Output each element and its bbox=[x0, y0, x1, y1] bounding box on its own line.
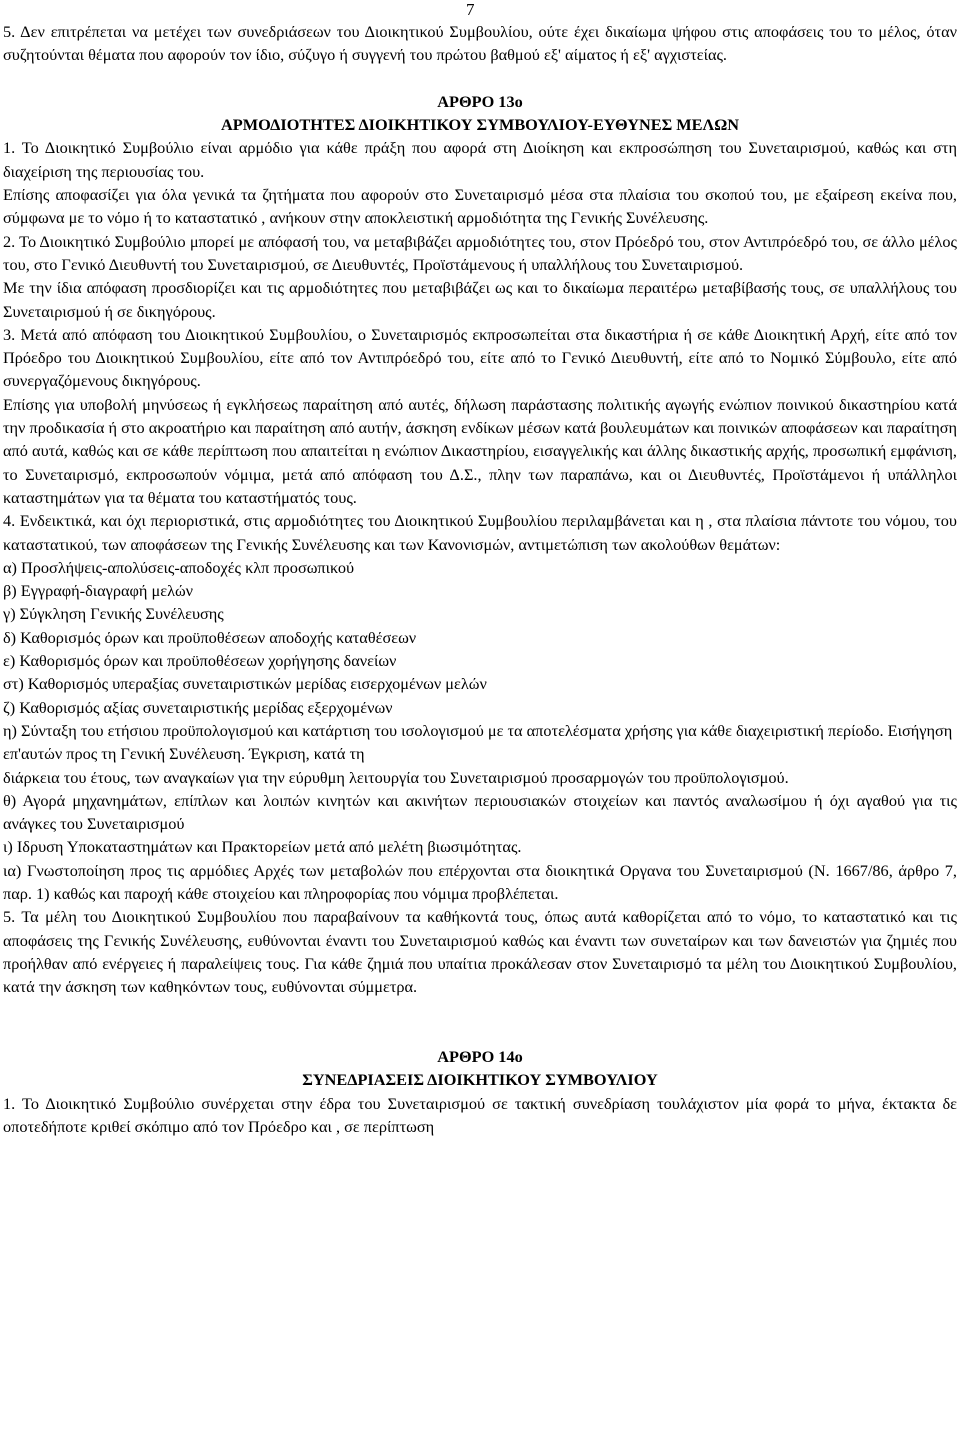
article-14-subtitle: ΣΥΝΕΔΡΙΑΣΕΙΣ ΔΙΟΙΚΗΤΙΚΟΥ ΣΥΜΒΟΥΛΙΟΥ bbox=[302, 1070, 658, 1090]
paragraph-13-4: 4. Ενδεικτικά, και όχι περιοριστικά, στις αρμοδιότητες του Διοικητικού Συμβουλίου περιλαμβάνεται και η , στα πλαίσια πάντοτε του νόμου, του καταστατικού, των αποφάσεων της Γενικής Συνέλευσης και των Κανονισμών, αντιμετώπιση των ακολούθων θεμάτων: bbox=[3, 511, 957, 554]
paragraph-14-1: 1. Το Διοικητικό Συμβούλιο συνέρχεται στην έδρα του Συνεταιρισμού σε τακτική συνεδρίαση τουλάχιστον μία φορά το μήνα, έκτακτα δε οποτεδήποτε κριθεί σκόπιμο από τον Πρόεδρο και , σε περίπτωση bbox=[3, 1093, 957, 1136]
list-item: γ) Σύγκληση Γενικής Συνέλευσης bbox=[3, 604, 224, 624]
paragraph-13-3: 3. Μετά από απόφαση του Διοικητικού Συμβουλίου, ο Συνεταιρισμός εκπροσωπείται στα δικαστήρια ή σε κάθε Διοικητική Αρχή, είτε από τον Πρόεδρο του Διοικητικού Συμβουλίου, είτε από τον Αντιπρόεδρό του, είτε από το Γενικό Διευθυντή, είτε από το Νομικό Σύμβουλο, είτε από συνεργαζόμενους δικηγόρους. bbox=[3, 324, 957, 391]
list-item-th: θ) Αγορά μηχανημάτων, επίπλων και λοιπών κινητών και ακινήτων περιουσιακών στοιχείων και παντός αναλωσίμου ή όχι αγαθού για τις ανάγκες του Συνεταιρισμού bbox=[3, 790, 957, 834]
paragraph-members-exclusion: 5. Δεν επιτρέπεται να μετέχει των συνεδριάσεων του Διοικητικού Συμβουλίου, ούτε έχει δικαίωμα ψήφου στις αποφάσεις του το μέλος, όταν συζητούνται θέματα που αφορούν τον ίδιο, σύζυγο ή συγγενή του πρώτου βαθμού εξ' αίματος ή εξ' αγχιστείας. bbox=[3, 22, 957, 65]
list-item-h-continued: διάρκεια του έτους, των αναγκαίων για την εύρυθμη λειτουργία του Συνεταιρισμού προσαρμογών του προϋπολογισμού. bbox=[3, 767, 789, 787]
paragraph-13-1: 1. Το Διοικητικό Συμβούλιο είναι αρμόδιο για κάθε πράξη που αφορά στη Διοίκηση και εκπροσώπηση του Συνεταιρισμού, καθώς και στη διαχείριση της περιουσίας του. bbox=[3, 138, 957, 181]
list-item: ζ) Καθορισμός αξίας συνεταιριστικής μερίδας εξερχομένων bbox=[3, 697, 393, 717]
page-number: 7 bbox=[466, 0, 475, 19]
list-item-i: ι) Ιδρυση Υποκαταστημάτων και Πρακτορείων μετά από μελέτη βιωσιμότητας. bbox=[3, 837, 522, 857]
paragraph-13-2: 2. Το Διοικητικό Συμβούλιο μπορεί με απόφασή του, να μεταβιβάζει αρμοδιότητες του, στον Πρόεδρό του, στον Αντιπρόεδρό του, σε άλλο μέλος του, στο Γενικό Διευθυντή του Συνεταιρισμού, σε Διευθυντές, Προϊστάμενους ή υπαλλήλους του Συνεταιρισμού. bbox=[3, 231, 957, 274]
document-body bbox=[3, 20, 957, 1138]
paragraph-13-2b: Με την ίδια απόφαση προσδιορίζει και τις αρμοδιότητες που μεταβιβάζει ως και το δικαίωμα περαιτέρω μεταβίβασής τους, σε υπαλλήλους του Συνεταιρισμού ή σε δικηγόρους. bbox=[3, 278, 957, 321]
list-item: β) Εγγραφή-διαγραφή μελών bbox=[3, 581, 194, 601]
list-item-h: η) Σύνταξη του ετήσιου προϋπολογισμού και κατάρτιση του ισολογισμού με τα αποτελέσματα χρήσης για κάθε διαχειριστική περίοδο. Εισήγηση επ'αυτών προς τη Γενική Συνέλευση. Έγκριση, κατά τη bbox=[3, 720, 953, 764]
paragraph-13-5: 5. Τα μέλη του Διοικητικού Συμβουλίου που παραβαίνουν τα καθήκοντά τους, όπως αυτά καθορίζεται από το νόμο, το καταστατικό και τις αποφάσεις της Γενικής Συνέλευσης, ευθύνονται έναντι του Συνεταιρισμού καθώς και έναντι των συνεταίρων και των δανειστών για ζημιές που προήλθαν από ενέργειες ή παραλείψεις τους. Για κάθε ζημιά που υπαίτια προκάλεσαν στον Συνεταιρισμό τα μέλη του Διοικητικού Συμβουλίου, κατά την άσκηση των καθηκόντων τους, ευθύνονται σύμμετρα. bbox=[3, 907, 957, 997]
article-13-subtitle: ΑΡΜΟΔΙΟΤΗΤΕΣ ΔΙΟΙΚΗΤΙΚΟΥ ΣΥΜΒΟΥΛΙΟΥ-ΕΥΘΥΝΕΣ ΜΕΛΩΝ bbox=[221, 115, 739, 135]
article-13-title: ΑΡΘΡΟ 13ο bbox=[437, 91, 523, 111]
list-item: στ) Καθορισμός υπεραξίας συνεταιριστικών μερίδας εισερχομένων μελών bbox=[3, 674, 487, 694]
list-item: α) Προσλήψεις-απολύσεις-αποδοχές κλπ προσωπικού bbox=[3, 557, 355, 577]
list-item: δ) Καθορισμός όρων και προϋποθέσεων αποδοχής καταθέσεων bbox=[3, 627, 417, 647]
paragraph-13-1b: Επίσης αποφασίζει για όλα γενικά τα ζητήματα που αφορούν στο Συνεταιρισμό μέσα στα πλαίσια του σκοπού του, με εξαίρεση εκείνα που, σύμφωνα με το νόμο ή το καταστατικό , ανήκουν στην αποκλειστική αρμοδιότητα της Γενικής Συνέλευσης. bbox=[3, 185, 957, 228]
list-item-ia: ια) Γνωστοποίηση προς τις αρμόδιες Αρχές των μεταβολών που επέρχονται στα διοικητικά Οργανα του Συνεταιρισμού (Ν. 1667/86, άρθρο 7, παρ. 1) καθώς και παροχή κάθε στοιχείου και πληροφορίας που νόμιμα προβλέπεται. bbox=[3, 860, 957, 903]
spacer bbox=[3, 67, 957, 90]
spacer bbox=[3, 998, 957, 1045]
paragraph-13-3b: Επίσης για υποβολή μηνύσεως ή εγκλήσεως παραίτηση από αυτές, δήλωση παράστασης πολιτικής αγωγής ενώπιον ποινικού δικαστηρίου κατά την προδικασία ή στο ακροατήριο και παραίτηση από αυτήν, άσκηση ενδίκων μέσων κατά βουλευμάτων και ποινικών αποφάσεων και παραίτηση από αυτά, καθώς και σε κάθε περίπτωση που απαιτείται η ενώπιον Δικαστηρίου, εισαγγελικής και άλλης δικαστικής αρχής, προσωπική εμφάνιση, το Συνεταιρισμό, εκπροσωπούν νόμιμα, μετά από απόφαση του Δ.Σ., πλην των παραπάνω, και οι Διευθυντές, Προϊστάμενοι ή υπάλληλοι καταστημάτων για τα θέματα του καταστήματός τους. bbox=[3, 394, 957, 507]
article-14-title: ΑΡΘΡΟ 14ο bbox=[437, 1047, 523, 1067]
list-item: ε) Καθορισμός όρων και προϋποθέσεων χορήγησης δανείων bbox=[3, 651, 397, 671]
